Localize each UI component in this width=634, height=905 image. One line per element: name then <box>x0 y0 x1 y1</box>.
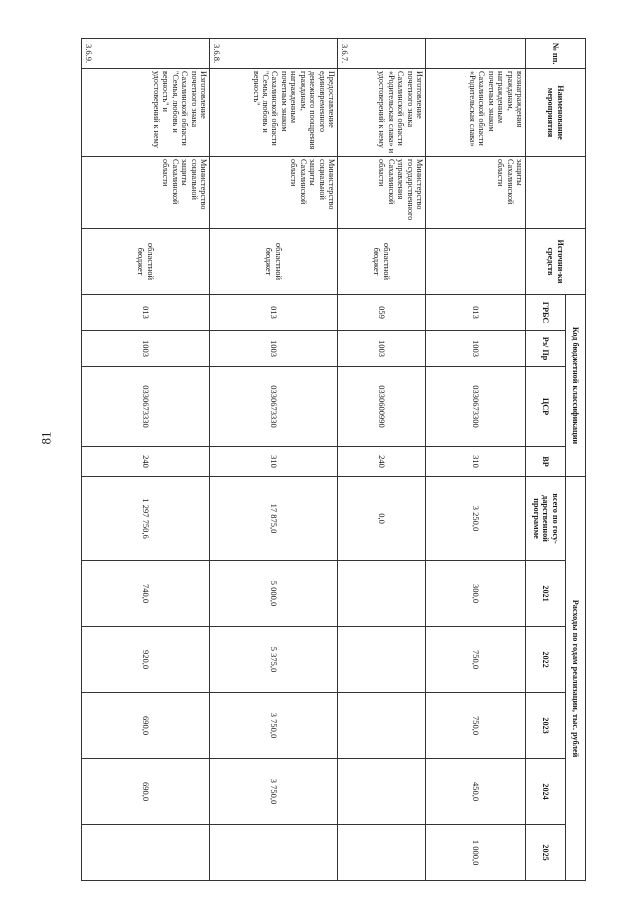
row-rzpr: 1003 <box>82 331 210 367</box>
header-year-2022: 2022 <box>526 627 566 693</box>
header-expenses: Расходы по годам реализации, тыс. рублей <box>566 477 586 881</box>
row-total: 1 297 750,6 <box>82 477 210 561</box>
row-2025 <box>210 825 338 881</box>
header-no: № пп. <box>526 39 586 69</box>
row-csr: 0330673330 <box>82 367 210 447</box>
row-2021 <box>338 561 426 627</box>
row-executor: защиты Сахалинской области <box>426 157 526 229</box>
row-number: 3.6.8. <box>210 39 338 69</box>
row-executor: Министерство социальной защиты Сахалинской области <box>82 157 210 229</box>
header-total: всего по госу-дарственной программе <box>526 477 566 561</box>
row-vr: 240 <box>338 447 426 477</box>
row-vr: 240 <box>82 447 210 477</box>
row-number <box>426 39 526 69</box>
row-vr: 310 <box>426 447 526 477</box>
row-csr: 0330673300 <box>426 367 526 447</box>
row-number: 3.6.9. <box>82 39 210 69</box>
row-grbs: 013 <box>210 295 338 331</box>
row-source <box>426 229 526 295</box>
header-vr: ВР <box>526 447 566 477</box>
row-csr: 0330673330 <box>210 367 338 447</box>
page-number: 81 <box>38 431 54 445</box>
header-rzpr: Рз/ Пр <box>526 331 566 367</box>
row-2022 <box>338 627 426 693</box>
row-executor: Министерство социальной защиты Сахалинской области <box>210 157 338 229</box>
row-rzpr: 1003 <box>426 331 526 367</box>
row-source: областной бюджет <box>82 229 210 295</box>
row-executor: Министерство государственного управления Сахалинской области <box>338 157 426 229</box>
table-row <box>338 39 426 881</box>
row-name: вознаграждения гражданам, награжденным почетным знаком Сахалинской области «Родительская слава» <box>426 69 526 157</box>
row-2023: 3 750,0 <box>210 693 338 759</box>
row-name: Изготовление почетного знака Сахалинской области "Семья, любовь и верность" и удостоверений к нему <box>82 69 210 157</box>
row-csr: 0330600990 <box>338 367 426 447</box>
row-number: 3.6.7. <box>338 39 426 69</box>
header-csr: ЦСР <box>526 367 566 447</box>
row-rzpr: 1003 <box>338 331 426 367</box>
table-row <box>426 39 526 881</box>
row-source: областной бюджет <box>210 229 338 295</box>
row-2024: 690,0 <box>82 759 210 825</box>
row-2022: 750,0 <box>426 627 526 693</box>
header-year-2023: 2023 <box>526 693 566 759</box>
row-grbs: 013 <box>82 295 210 331</box>
row-rzpr: 1003 <box>210 331 338 367</box>
row-2023: 750,0 <box>426 693 526 759</box>
row-name: Изготовление почетного знака Сахалинской области «Родительская слава» и удостоверений к нему <box>338 69 426 157</box>
row-2023 <box>338 693 426 759</box>
row-2024: 450,0 <box>426 759 526 825</box>
row-2021: 740,0 <box>82 561 210 627</box>
row-2022: 920,0 <box>82 627 210 693</box>
row-2025 <box>82 825 210 881</box>
row-grbs: 013 <box>426 295 526 331</box>
row-total: 3 250,0 <box>426 477 526 561</box>
row-total: 17 875,0 <box>210 477 338 561</box>
row-2021: 5 000,0 <box>210 561 338 627</box>
row-2024 <box>338 759 426 825</box>
header-name: Наименование мероприятия <box>526 69 586 157</box>
row-2024: 3 750,0 <box>210 759 338 825</box>
row-2025: 1 000,0 <box>426 825 526 881</box>
row-2022: 5 375,0 <box>210 627 338 693</box>
header-executor <box>526 157 586 229</box>
header-budget-code: Код бюджетной классификации <box>566 295 586 477</box>
row-2021: 300,0 <box>426 561 526 627</box>
row-2025 <box>338 825 426 881</box>
budget-table <box>81 38 586 881</box>
row-total: 0,0 <box>338 477 426 561</box>
table-row <box>82 39 210 881</box>
header-year-2021: 2021 <box>526 561 566 627</box>
row-vr: 310 <box>210 447 338 477</box>
rotated-table-container <box>82 38 586 880</box>
header-grbs: ГРБС <box>526 295 566 331</box>
row-grbs: 059 <box>338 295 426 331</box>
row-name: Предоставление единовременного денежного поощрения гражданам, награжденным почетным знаком Сахалинской области "Семья, любовь и верность" <box>210 69 338 157</box>
table-row <box>210 39 338 881</box>
row-2023: 690,0 <box>82 693 210 759</box>
header-year-2025: 2025 <box>526 825 566 881</box>
row-source: областной бюджет <box>338 229 426 295</box>
header-year-2024: 2024 <box>526 759 566 825</box>
header-source: Источни-ки средств <box>526 229 586 295</box>
